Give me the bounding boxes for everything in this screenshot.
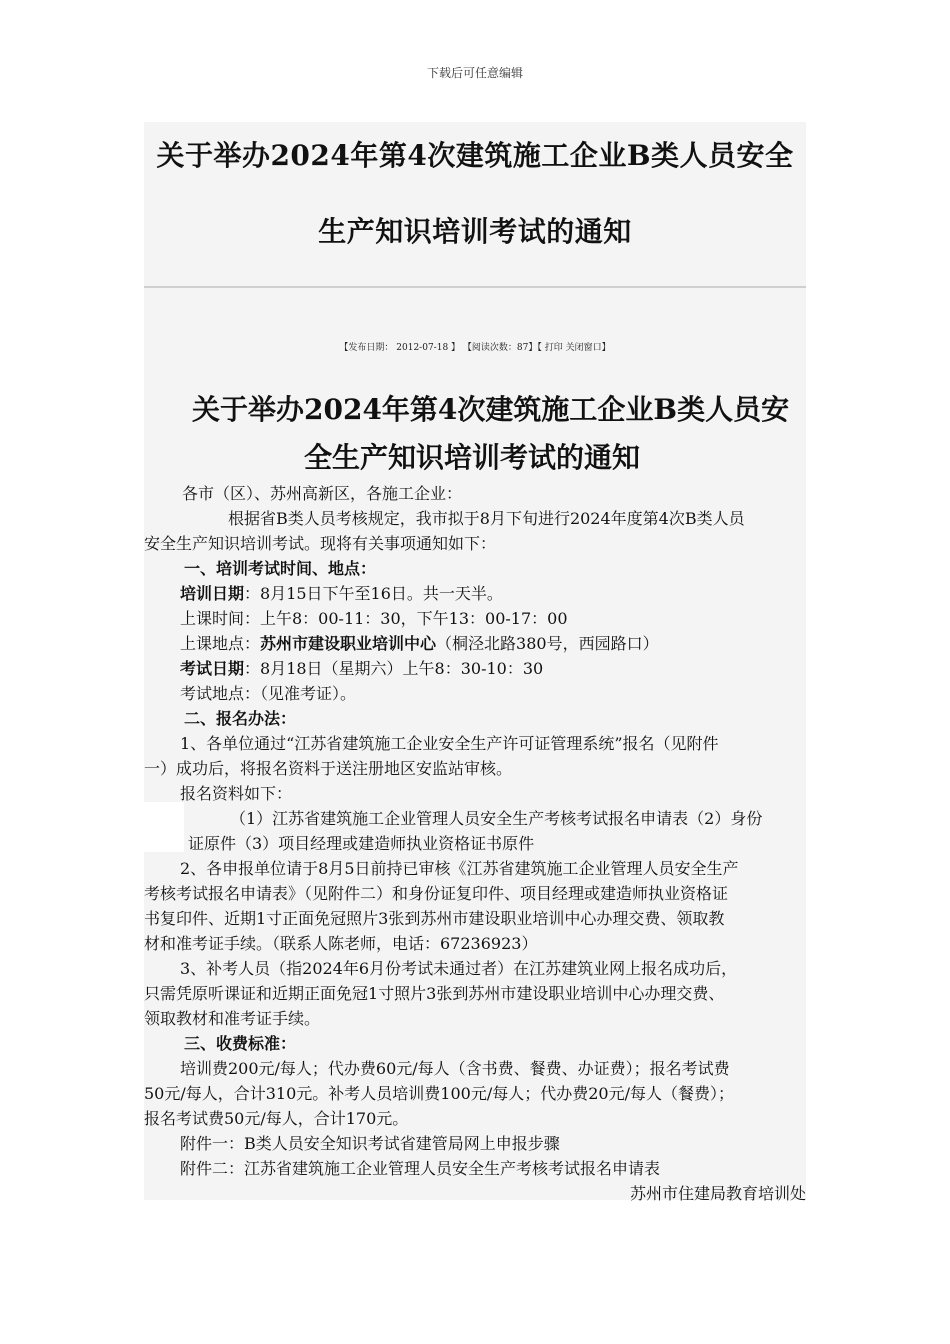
page-title-line-1: 关于举办2024年第4次建筑施工企业B类人员安全	[156, 139, 794, 172]
title-panel	[144, 122, 806, 288]
class-place-address: （桐泾北路380号，西园路口）	[436, 634, 659, 653]
class-place-label: 上课地点：	[180, 634, 261, 653]
section-1-heading: 一、培训考试时间、地点：	[184, 559, 377, 578]
para-1-line-2: 一）成功后，将报名资料于送注册地区安监站审核。	[144, 759, 513, 778]
class-place	[180, 631, 659, 656]
header-note: 下载后可任意编辑	[426, 66, 523, 80]
indent-gap	[144, 802, 184, 852]
class-place-name: 苏州市建设职业培训中心	[260, 634, 437, 653]
para-2-line-1: 2、各申报单位请于8月5日前持已审核《江苏省建筑施工企业管理人员安全生产	[180, 859, 739, 878]
exam-date-value: ：8月18日（星期六）上午8：30-10：30	[244, 659, 544, 678]
para-2-line-4: 材和准考证手续。（联系人陈老师，电话：67236923）	[144, 934, 538, 953]
exam-date-label: 考试日期	[180, 659, 245, 678]
para-3-line-2: 只需凭原听课证和近期正面免冠1寸照片3张到苏州市建设职业培训中心办理交费、	[144, 984, 725, 1003]
train-date-label: 培训日期	[180, 584, 245, 603]
fee-line-3: 报名考试费50元/每人，合计170元。	[144, 1109, 409, 1128]
exam-place: 考试地点：（见准考证）。	[180, 684, 357, 703]
fee-line-1: 培训费200元/每人；代办费60元/每人（含书费、餐费、办证费）；报名考试费	[180, 1059, 730, 1078]
article-meta-bar: 【发布日期： 2012-07-18 】 【阅读次数：87】【 打印 关闭窗口】	[339, 343, 611, 353]
intro-line-1: 根据省B类人员考核规定，我市拟于8月下旬进行2024年度第4次B类人员	[228, 509, 745, 528]
materials-line-1: （1）江苏省建筑施工企业管理人员安全生产考核考试报名申请表（2）身份	[230, 809, 763, 828]
intro-line-2: 安全生产知识培训考试。现将有关事项通知如下：	[144, 534, 497, 553]
attachment-2: 附件二：江苏省建筑施工企业管理人员安全生产考核考试报名申请表	[180, 1159, 661, 1178]
fee-line-2: 50元/每人，合计310元。补考人员培训费100元/每人；代办费20元/每人（餐费）；	[144, 1084, 734, 1103]
article-title-line-2: 全生产知识培训考试的通知	[304, 441, 641, 474]
para-2-line-2: 考核考试报名申请表》（见附件二）和身份证复印件、项目经理或建造师执业资格证	[144, 884, 729, 903]
materials-line-2: 证原件（3）项目经理或建造师执业资格证书原件	[188, 834, 535, 853]
article-panel	[144, 288, 806, 1203]
attachment-1: 附件一：B类人员安全知识考试省建管局网上申报步骤	[180, 1134, 560, 1153]
page-title-line-2: 生产知识培训考试的通知	[318, 215, 632, 248]
para-2-line-3: 书复印件、近期1寸正面免冠照片3张到苏州市建设职业培训中心办理交费、领取教	[144, 909, 725, 928]
para-3-line-1: 3、补考人员（指2024年6月份考试未通过者）在江苏建筑业网上报名成功后，	[180, 959, 738, 978]
section-3-heading: 三、收费标准：	[184, 1034, 297, 1053]
section-2-heading: 二、报名办法：	[184, 709, 297, 728]
article-title-line-1: 关于举办2024年第4次建筑施工企业B类人员安	[192, 393, 790, 426]
salutation: 各市（区）、苏州高新区，各施工企业：	[182, 484, 463, 503]
para-1-line-1: 1、各单位通过“江苏省建筑施工企业安全生产许可证管理系统”报名（见附件	[180, 734, 719, 753]
train-date	[180, 581, 503, 606]
para-3-line-3: 领取教材和准考证手续。	[144, 1009, 321, 1028]
exam-date	[180, 656, 543, 681]
materials-label: 报名资料如下：	[180, 784, 293, 803]
signature: 苏州市住建局教育培训处	[629, 1184, 806, 1203]
class-time: 上课时间：上午8：00-11：30，下午13：00-17：00	[180, 609, 568, 628]
train-date-value: ：8月15日下午至16日。共一天半。	[244, 584, 503, 603]
